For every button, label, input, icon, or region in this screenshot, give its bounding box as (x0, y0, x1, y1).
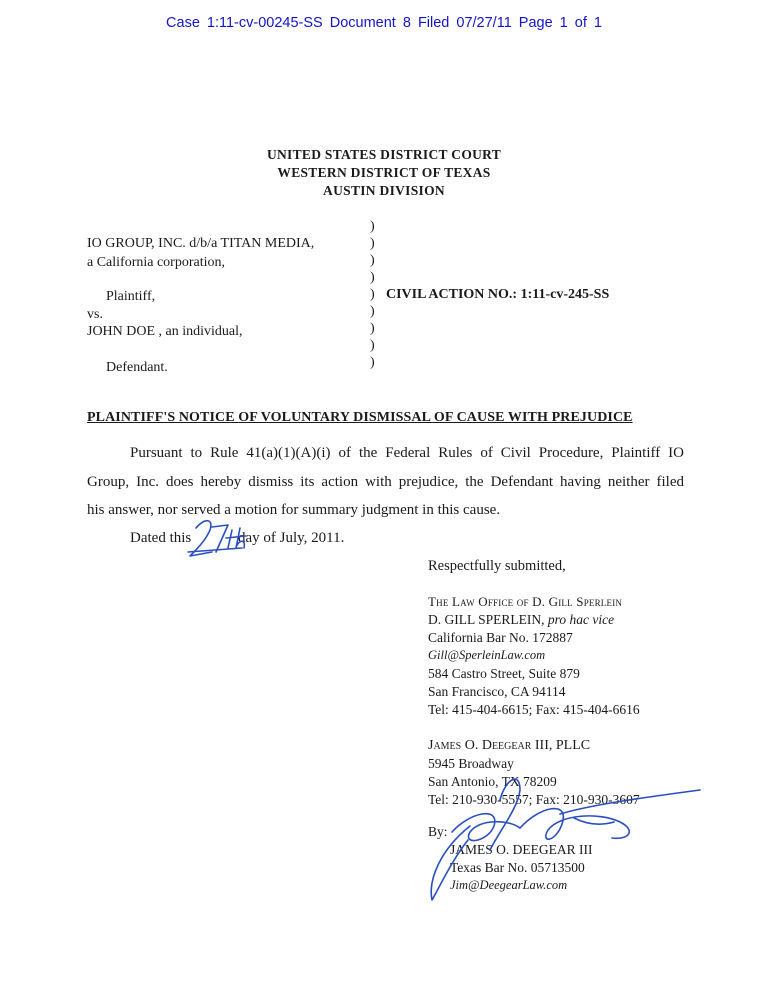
email: Jim@DeegearLaw.com (450, 878, 568, 892)
attorney-name-text: D. GILL SPERLEIN, (428, 612, 545, 627)
dated-suffix: day of July, 2011. (238, 530, 345, 546)
phone-fax: Tel: 210-930-5557; Fax: 210-930-3607 (428, 792, 640, 807)
court-division: AUSTIN DIVISION (323, 183, 445, 198)
body-text-line: his answer, nor served a motion for summary judgment in this cause. (87, 502, 501, 518)
bar-number: California Bar No. 172887 (428, 630, 573, 645)
caption-paren: ) (370, 338, 375, 353)
defendant-label: Defendant. (106, 360, 168, 375)
caption-paren: ) (370, 219, 375, 234)
handwritten-date (190, 521, 212, 556)
caption-paren: ) (370, 287, 375, 302)
phone-fax: Tel: 415-404-6615; Fax: 415-404-6616 (428, 702, 640, 717)
plaintiff-description: a California corporation, (87, 255, 226, 270)
firm-name: The Law Office of D. Gill Sperlein (428, 594, 623, 609)
handwritten-date (188, 548, 242, 552)
bar-number: Texas Bar No. 05713500 (450, 860, 585, 875)
caption-paren: ) (370, 270, 375, 285)
versus-label: vs. (87, 307, 103, 322)
pro-hac-vice-note: pro hac vice (547, 612, 615, 627)
city-state-zip: San Francisco, CA 94114 (428, 684, 566, 699)
court-district: WESTERN DISTRICT OF TEXAS (277, 165, 491, 180)
document-title: PLAINTIFF'S NOTICE OF VOLUNTARY DISMISSAL OF CAUSE WITH PREJUDICE (87, 410, 633, 425)
dated-prefix: Dated this (130, 530, 192, 546)
handwritten-date (212, 525, 228, 552)
plaintiff-label: Plaintiff, (106, 289, 156, 304)
attorney-name (428, 612, 614, 628)
body-text-line: Pursuant to Rule 41(a)(1)(A)(i) of the Federal Rules of Civil Procedure, Plaintiff IO (130, 445, 684, 461)
street-address: 5945 Broadway (428, 756, 514, 771)
plaintiff-name: IO GROUP, INC. d/b/a TITAN MEDIA, (87, 236, 315, 251)
caption-paren: ) (370, 355, 375, 370)
defendant-name: JOHN DOE , an individual, (87, 324, 243, 339)
filing-header: Case 1:11-cv-00245-SS Document 8 Filed 07/27/11 Page 1 of 1 (166, 15, 602, 31)
caption-paren: ) (370, 236, 375, 251)
body-text-line: Group, Inc. does hereby dismiss its action with prejudice, the Defendant having neither filed (87, 474, 684, 490)
closing: Respectfully submitted, (428, 558, 566, 574)
signature-stroke (452, 814, 520, 841)
caption-paren: ) (370, 321, 375, 336)
court-name: UNITED STATES DISTRICT COURT (266, 147, 502, 162)
firm-name: James O. Deegear III, PLLC (428, 738, 591, 753)
signature-stroke (520, 809, 629, 840)
attorney-name: JAMES O. DEEGEAR III (450, 842, 593, 857)
city-state-zip: San Antonio, TX 78209 (428, 774, 557, 789)
caption-paren: ) (370, 304, 375, 319)
signature-stroke (574, 818, 614, 824)
by-label: By: (428, 824, 448, 839)
civil-action-number: CIVIL ACTION NO.: 1:11-cv-245-SS (386, 287, 610, 302)
caption-paren: ) (370, 253, 375, 268)
street-address: 584 Castro Street, Suite 879 (428, 666, 580, 681)
email: Gill@SperleinLaw.com (428, 648, 546, 662)
